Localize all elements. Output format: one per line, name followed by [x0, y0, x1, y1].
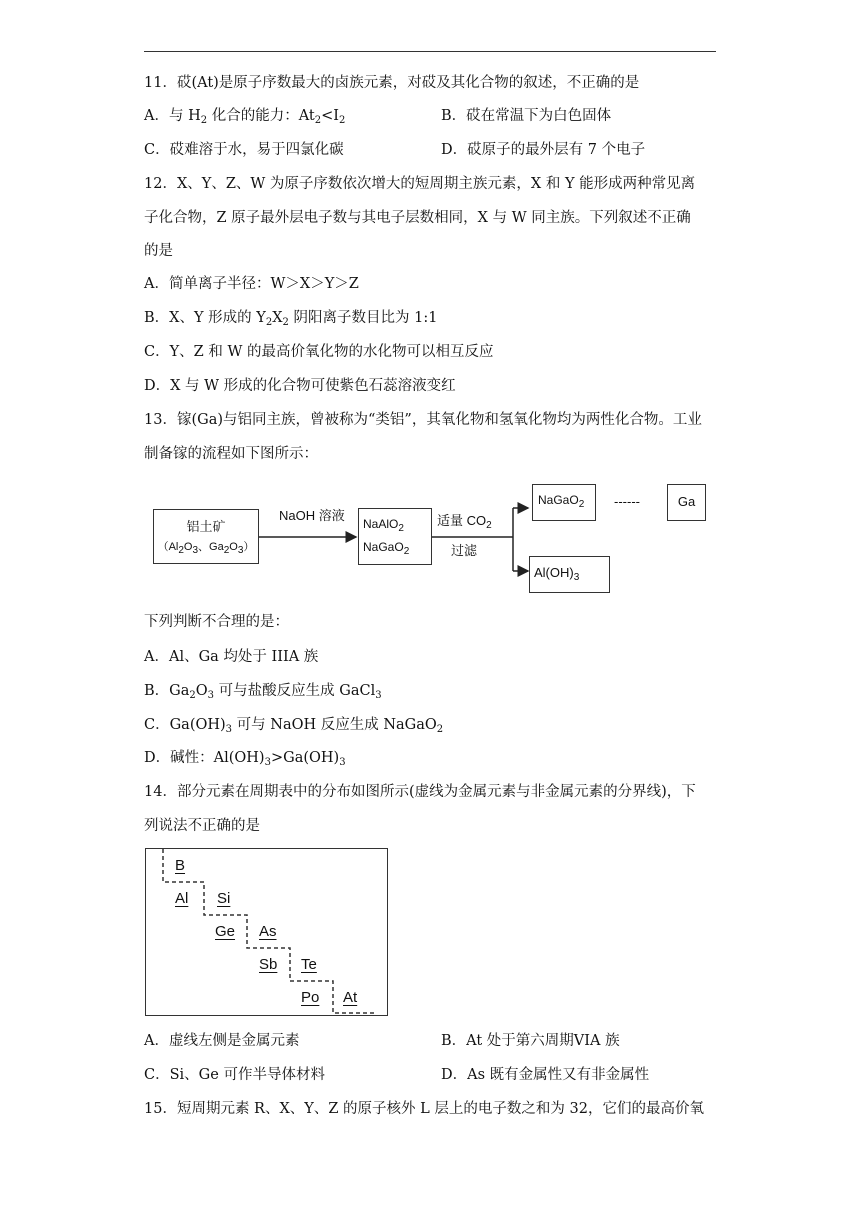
- q14-option-d: D．As 既有金属性又有非金属性: [441, 1067, 650, 1083]
- element-sb: Sb: [259, 956, 278, 973]
- nagao2-product-box: [532, 484, 596, 521]
- bauxite-formula: （$Al_2O_3$、$Ga_2O_3$）: [157, 541, 255, 556]
- q14-stem-line2: 列说法不正确的是: [144, 818, 260, 834]
- q11-option-c: C．砹难溶于水，易于四氯化碳: [144, 142, 344, 158]
- q11-option-d: D．砹原子的最外层有 7 个电子: [441, 142, 646, 158]
- aloh3-product-box: [529, 556, 610, 593]
- q12-option-b: B．X、Y 形成的 $Y_2X_2$ 阴阳离子数目比为 1:1: [144, 310, 438, 328]
- q13-option-d: D．碱性：$Al(OH)_3>Ga(OH)_3$: [144, 750, 346, 768]
- nagao2-product-label: NaGaO$_2$: [538, 493, 585, 510]
- intermediate-box: [358, 508, 432, 565]
- q12-option-c: C．Y、Z 和 W 的最高价氧化物的水化物可以相互反应: [144, 344, 494, 360]
- q12-stem-line2: 子化合物，Z 原子最外层电子数与其电子层数相同，X 与 W 同主族。下列叙述不正确: [144, 210, 691, 226]
- element-si: Si: [217, 890, 231, 907]
- element-at: At: [343, 989, 358, 1006]
- q14-stem-line1: 14．部分元素在周期表中的分布如图所示(虚线为金属元素与非金属元素的分界线)，下: [144, 784, 696, 800]
- q14-option-c: C．Si、Ge 可作半导体材料: [144, 1067, 325, 1083]
- q12-option-d: D．X 与 W 形成的化合物可使紫色石蕊溶液变红: [144, 378, 456, 394]
- periodic-table-figure: [145, 848, 388, 1016]
- q13-lead: 下列判断不合理的是：: [144, 614, 289, 630]
- element-ge: Ge: [215, 923, 236, 940]
- element-as: As: [259, 923, 277, 940]
- q13-stem-line1: 13．镓(Ga)与铝同主族，曾被称为“类铝”，其氧化物和氢氧化物均为两性化合物。工业: [144, 412, 702, 428]
- q13-option-b: B．$Ga_2O_3$ 可与盐酸反应生成 GaCl$_3$: [144, 683, 382, 701]
- reagent-co2: 适量 $CO_2$: [437, 513, 492, 531]
- ga-product-box: [667, 484, 706, 521]
- q12-stem-line3: 的是: [144, 243, 173, 259]
- ga-product-label: Ga: [677, 494, 696, 509]
- q13-option-a: A．Al、Ga 均处于 IIIA 族: [144, 649, 319, 665]
- bauxite-box: [153, 509, 259, 564]
- q11-option-a: A．与 $H_2$ 化合的能力：$At_2<I_2$: [144, 108, 346, 126]
- q11-stem: 11．砹(At)是原子序数最大的卤族元素，对砹及其化合物的叙述，不正确的是: [144, 75, 640, 91]
- q14-option-a: A．虚线左侧是金属元素: [144, 1033, 300, 1049]
- q13-option-c: C．$Ga(OH)_3$ 可与 NaOH 反应生成 NaGaO$_2$: [144, 717, 444, 735]
- element-te: Te: [301, 956, 317, 973]
- element-al: Al: [175, 890, 189, 907]
- reagent-naoh: NaOH 溶液: [279, 508, 345, 523]
- process-dashes: ------: [614, 494, 640, 509]
- element-po: Po: [301, 989, 320, 1006]
- q12-option-a: A．简单离子半径：W＞X＞Y＞Z: [144, 276, 359, 292]
- q15-stem-line1: 15．短周期元素 R、X、Y、Z 的原子核外 L 层上的电子数之和为 32，它们的最高价氧: [144, 1101, 704, 1117]
- element-b: B: [175, 857, 186, 874]
- nagao2-label: NaGaO$_2$: [363, 540, 410, 557]
- aloh3-product-label: $Al(OH)_3$: [534, 565, 580, 583]
- q12-stem-line1: 12．X、Y、Z、W 为原子序数依次增大的短周期主族元素，X 和 Y 能形成两种常见离: [144, 176, 696, 192]
- bauxite-label: 铝土矿: [186, 519, 226, 534]
- q11-option-b: B．砹在常温下为白色固体: [441, 108, 612, 124]
- naalo2-label: NaAlO$_2$: [363, 517, 404, 534]
- reagent-filter: 过滤: [451, 543, 478, 558]
- q14-option-b: B．At 处于第六周期VIA 族: [441, 1033, 620, 1049]
- q13-stem-line2: 制备镓的流程如下图所示：: [144, 446, 318, 462]
